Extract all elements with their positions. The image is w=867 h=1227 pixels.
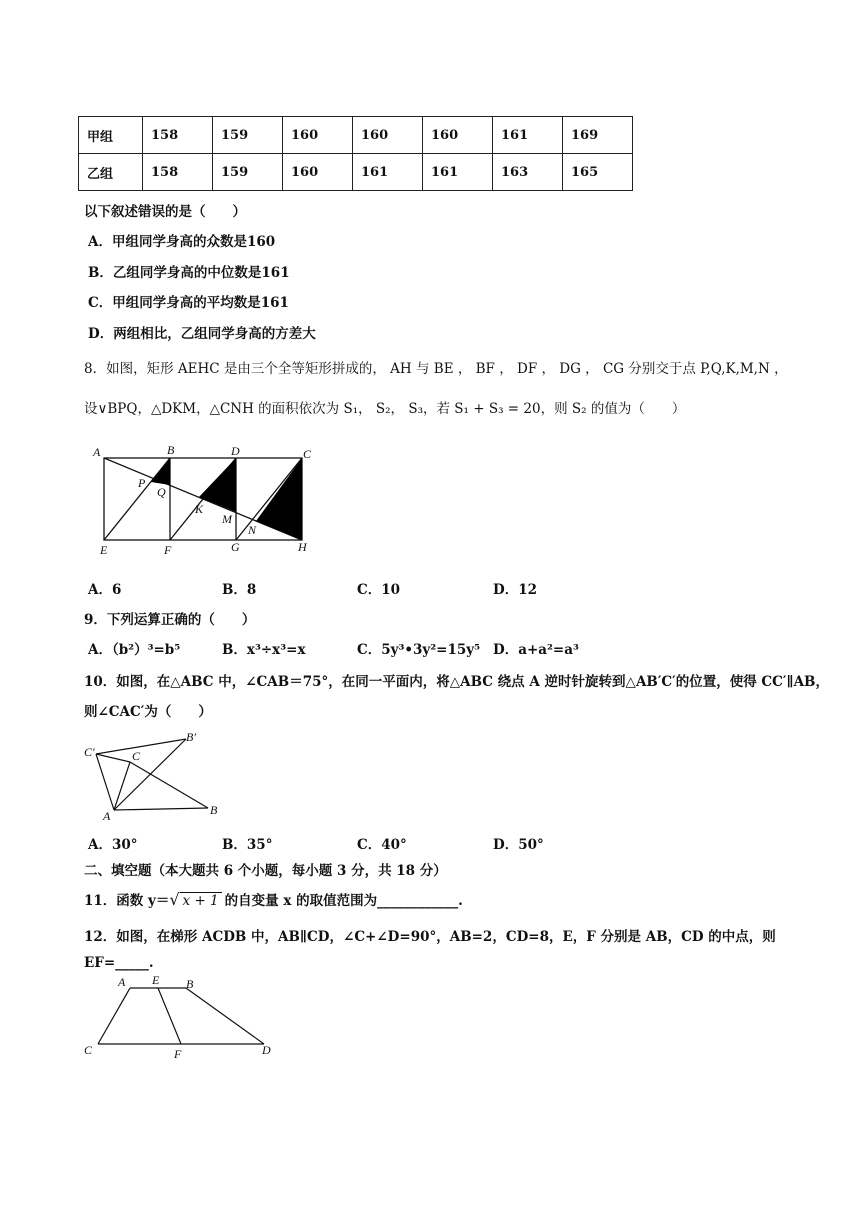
- q10-option-b: B．35°: [222, 837, 273, 853]
- segment-a-b: [114, 808, 208, 810]
- section-heading: 二、填空题（本大题共 6 个小题，每小题 3 分，共 18 分）: [84, 863, 447, 879]
- segment-ef: [158, 988, 181, 1044]
- table-cell: 163: [493, 154, 563, 191]
- q10-option-c: C．40°: [357, 837, 407, 853]
- question-12-line2: EF=_____.: [84, 955, 154, 971]
- question-12-line1: 12．如图，在梯形 ACDB 中，AB∥CD，∠C+∠D=90°，AB=2，CD=8，E，F 分别是 AB，CD 的中点，则: [84, 929, 776, 945]
- q8-option-d: D．12: [493, 582, 537, 598]
- segment-be: [104, 458, 170, 540]
- q10-option-a: A．30°: [88, 837, 138, 853]
- label-e: E: [100, 543, 108, 557]
- label-f: F: [174, 1047, 182, 1061]
- segment-cprime-a: [96, 754, 114, 810]
- label-n: N: [248, 523, 257, 537]
- option-b: B．乙组同学身高的中位数是161: [88, 265, 290, 281]
- table-cell: 160: [423, 117, 493, 154]
- rectangle-figure: [90, 440, 320, 565]
- option-a: A．甲组同学身高的众数是160: [88, 234, 276, 250]
- sqrt-sign: √: [169, 890, 180, 909]
- table-cell: 160: [283, 154, 353, 191]
- label-m: M: [222, 512, 232, 526]
- table-cell: 161: [353, 154, 423, 191]
- label-e: E: [152, 973, 160, 987]
- table-cell: 160: [353, 117, 423, 154]
- table-cell: 160: [283, 117, 353, 154]
- segment-cprime-c: [96, 754, 130, 762]
- segment-c-b: [130, 762, 208, 808]
- label-a: A: [93, 445, 101, 459]
- q10-option-d: D．50°: [493, 837, 544, 853]
- table-row: [79, 117, 633, 154]
- label-b: B: [167, 443, 175, 457]
- q9-option-a: A．（b²）³=b⁵: [88, 642, 181, 658]
- question-7-stem: 以下叙述错误的是（ ）: [84, 204, 246, 220]
- triangle-bpq: [151, 458, 170, 485]
- label-bprime: B′: [186, 730, 196, 744]
- q8-option-c: C．10: [357, 582, 401, 598]
- label-g: G: [231, 540, 240, 554]
- label-f: F: [164, 543, 172, 557]
- table-cell: 165: [563, 154, 633, 191]
- table-cell: 159: [213, 154, 283, 191]
- table-cell: 158: [143, 154, 213, 191]
- label-c: C: [132, 749, 141, 763]
- question-9-stem: 9．下列运算正确的（ ）: [84, 612, 256, 628]
- label-c: C: [303, 447, 312, 461]
- q8-option-a: A．6: [88, 582, 122, 598]
- row-label: 甲组: [79, 117, 143, 154]
- table-cell: 161: [493, 117, 563, 154]
- q8-option-b: B．8: [222, 582, 257, 598]
- table-cell: 159: [213, 117, 283, 154]
- label-d: D: [262, 1043, 271, 1057]
- label-p: P: [138, 476, 146, 490]
- row-label: 乙组: [79, 154, 143, 191]
- triangle-cnh: [256, 458, 302, 540]
- table-row: [79, 154, 633, 191]
- q9-option-c: C．5y³•3y²=15y⁵: [357, 642, 481, 658]
- label-c: C: [84, 1043, 93, 1057]
- label-b: B: [210, 803, 218, 817]
- label-k: K: [195, 502, 204, 516]
- label-h: H: [298, 540, 307, 554]
- segment-ac: [98, 988, 130, 1044]
- q9-option-b: B．x³÷x³=x: [222, 642, 306, 658]
- label-d: D: [231, 444, 240, 458]
- option-c: C．甲组同学身高的平均数是161: [88, 295, 289, 311]
- label-q: Q: [157, 485, 166, 499]
- question-10-line1: 10．如图，在△ABC 中，∠CAB＝75°，在同一平面内，将△ABC 绕点 A 逆时针旋转到△AB′C′的位置，使得 CC′∥AB，: [84, 674, 829, 690]
- question-8-line2: 设∨BPQ，△DKM，△CNH 的面积依次为 S₁， S₂， S₃，若 S₁ + S₃ = 20，则 S₂ 的值为（ ）: [84, 401, 686, 417]
- label-cprime: C′: [84, 745, 95, 759]
- option-d: D．两组相比，乙组同学身高的方差大: [88, 326, 316, 342]
- question-8-line1: 8．如图，矩形 AEHC 是由三个全等矩形拼成的， AH 与 BE ， BF ， DF ， DG ， CG 分别交于点 P,Q,K,M,N ，: [84, 361, 788, 377]
- segment-bd: [186, 988, 264, 1044]
- q11-prefix: 11．函数 y＝: [84, 893, 170, 909]
- table-cell: 169: [563, 117, 633, 154]
- triangle-dkm: [199, 458, 236, 512]
- label-a: A: [118, 975, 126, 989]
- label-a: A: [103, 809, 111, 823]
- label-b: B: [186, 977, 194, 991]
- trapezoid-figure: [80, 972, 280, 1062]
- q11-suffix: 的自变量 x 的取值范围为____________.: [224, 893, 463, 909]
- table-cell: 161: [423, 154, 493, 191]
- table-cell: 158: [143, 117, 213, 154]
- height-table: [78, 116, 633, 191]
- question-10-line2: 则∠CAC′为（ ）: [84, 704, 212, 720]
- rotation-figure: [82, 728, 232, 824]
- q9-option-d: D．a+a²=a³: [493, 642, 579, 658]
- question-11: [84, 889, 463, 909]
- sqrt-radicand: x + 1: [180, 892, 222, 909]
